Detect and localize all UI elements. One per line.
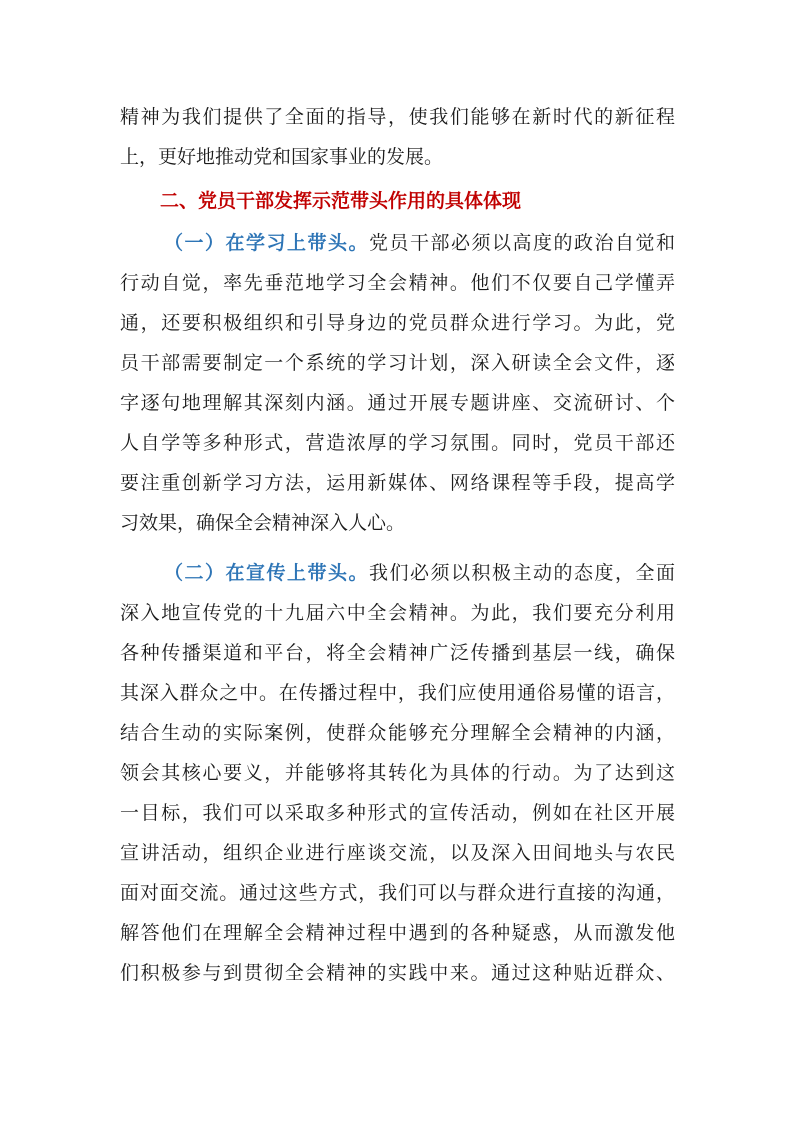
body-line: 人自学等多种形式，营造浓厚的学习氛围。同时，党员干部还 [120, 432, 675, 454]
body-line: 一目标，我们可以采取多种形式的宣传活动，例如在社区开展 [120, 802, 675, 824]
body-line: 精神为我们提供了全面的指导，使我们能够在新时代的新征程 [120, 106, 675, 128]
body-line: 宣讲活动，组织企业进行座谈交流，以及深入田间地头与农民 [120, 842, 675, 864]
body-line: 通，还要积极组织和引导身边的党员群众进行学习。为此，党 [120, 312, 675, 334]
paragraph-first-line [120, 553, 675, 593]
body-line: 领会其核心要义，并能够将其转化为具体的行动。为了达到这 [120, 762, 675, 784]
body-line: 解答他们在理解全会精神过程中遇到的各种疑惑，从而激发他 [120, 922, 675, 944]
body-line: 习效果，确保全会精神深入人心。 [120, 512, 406, 534]
body-line: 要注重创新学习方法，运用新媒体、网络课程等手段，提高学 [120, 472, 675, 494]
body-line: 们积极参与到贯彻全会精神的实践中来。通过这种贴近群众、 [120, 962, 675, 984]
paragraph-first-line [120, 223, 675, 263]
body-text: 我们必须以积极主动的态度，全面 [369, 562, 675, 584]
body-line: 行动自觉，率先垂范地学习全会精神。他们不仅要自己学懂弄 [120, 272, 675, 294]
body-text: 党员干部必须以高度的政治自觉和 [369, 232, 675, 254]
body-line: 各种传播渠道和平台，将全会精神广泛传播到基层一线，确保 [120, 642, 675, 664]
body-line: 上，更好地推动党和国家事业的发展。 [120, 146, 444, 168]
section-heading: 二、党员干部发挥示范带头作用的具体体现 [160, 190, 522, 212]
subsection-lead: （一）在学习上带头。 [164, 232, 369, 254]
body-line: 面对面交流。通过这些方式，我们可以与群众进行直接的沟通， [120, 882, 675, 904]
body-line: 其深入群众之中。在传播过程中，我们应使用通俗易懂的语言， [120, 682, 675, 704]
body-line: 深入地宣传党的十九届六中全会精神。为此，我们要充分利用 [120, 602, 675, 624]
body-line: 字逐句地理解其深刻内涵。通过开展专题讲座、交流研讨、个 [120, 392, 675, 414]
body-line: 结合生动的实际案例，使群众能够充分理解全会精神的内涵， [120, 722, 675, 744]
subsection-lead: （二）在宣传上带头。 [164, 562, 369, 584]
body-line: 员干部需要制定一个系统的学习计划，深入研读全会文件，逐 [120, 352, 675, 374]
